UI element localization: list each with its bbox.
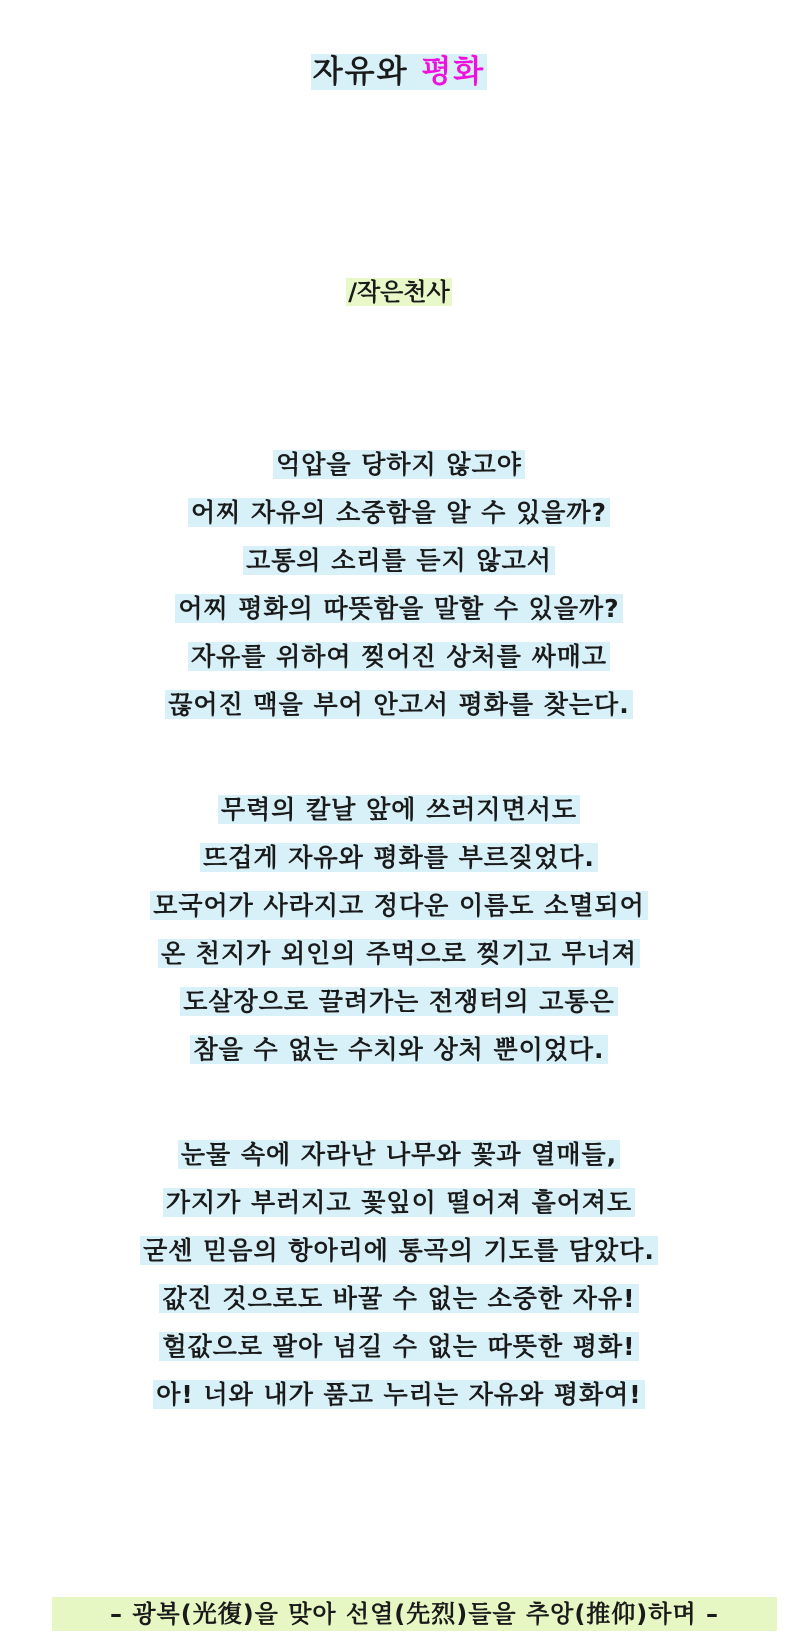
verse-line: 모국어가 사라지고 정다운 이름도 소멸되어 (0, 882, 798, 930)
stanza-1 (0, 441, 798, 729)
verse-line: 아! 너와 내가 품고 누리는 자유와 평화여! (0, 1371, 798, 1419)
verse-line: 뜨겁게 자유와 평화를 부르짖었다. (0, 834, 798, 882)
verse-line: 온 천지가 외인의 주먹으로 찢기고 무너져 (0, 930, 798, 978)
verse-line: 억압을 당하지 않고야 (0, 441, 798, 489)
verse-line: 무력의 칼날 앞에 쓰러지면서도 (0, 786, 798, 834)
verse-line: 끊어진 맥을 부어 안고서 평화를 찾는다. (0, 681, 798, 729)
poem-title-highlight (311, 54, 488, 90)
poem-dedication-text: – 광복(光復)을 맞아 선열(先烈)들을 추앙(推仰)하며 – (110, 1600, 719, 1628)
verse-line: 헐값으로 팔아 넘길 수 없는 따뜻한 평화! (0, 1323, 798, 1371)
verse-line: 고통의 소리를 듣지 않고서 (0, 537, 798, 585)
poem-title-part1: 자유와 (312, 54, 422, 90)
verse-line: 자유를 위하여 찢어진 상처를 싸매고 (0, 633, 798, 681)
verse-line: 도살장으로 끌려가는 전쟁터의 고통은 (0, 978, 798, 1026)
verse-line: 굳센 믿음의 항아리에 통곡의 기도를 담았다. (0, 1227, 798, 1275)
stanza-2 (0, 786, 798, 1074)
poem-title (0, 52, 798, 92)
verse-line: 어찌 자유의 소중함을 알 수 있을까? (0, 489, 798, 537)
verse-line: 가지가 부러지고 꽃잎이 떨어져 흩어져도 (0, 1179, 798, 1227)
poem-title-part2: 평화 (421, 54, 486, 90)
verse-line: 참을 수 없는 수치와 상처 뿐이었다. (0, 1026, 798, 1074)
verse-line: 눈물 속에 자라난 나무와 꽃과 열매들, (0, 1131, 798, 1179)
poem-author (0, 276, 798, 308)
stanza-3 (0, 1131, 798, 1419)
verse-line: 값진 것으로도 바꿀 수 없는 소중한 자유! (0, 1275, 798, 1323)
poem-dedication (52, 1597, 777, 1631)
verse-line: 어찌 평화의 따뜻함을 말할 수 있을까? (0, 585, 798, 633)
poem-author-text: /작은천사 (348, 278, 450, 306)
